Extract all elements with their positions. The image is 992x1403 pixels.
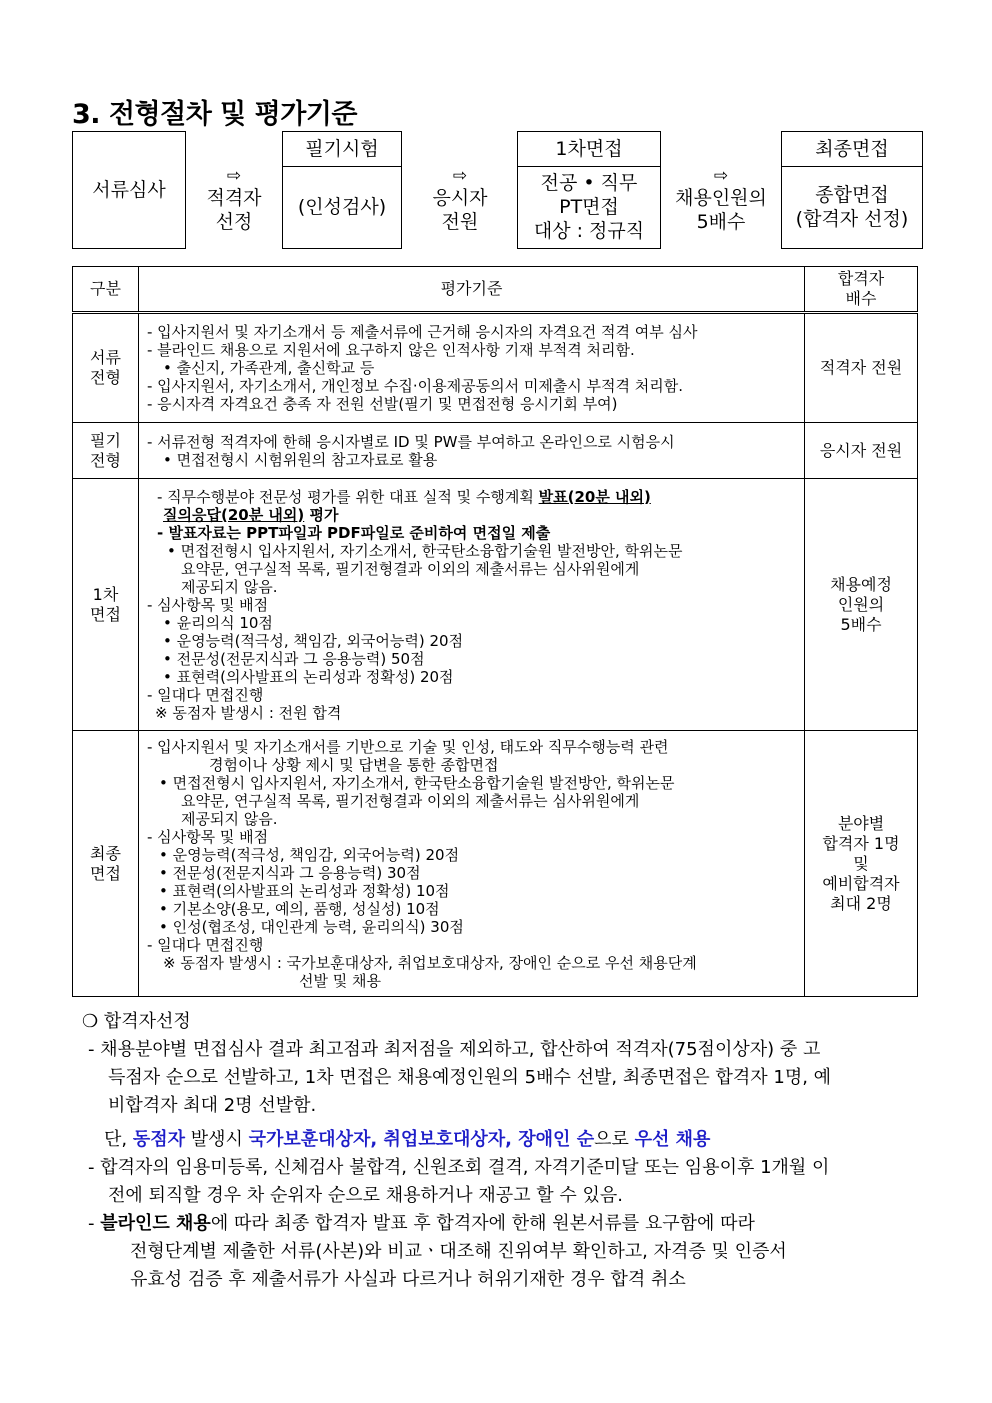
header-criteria: 평가기준 [139,267,805,313]
row-pass-ratio: 적격자 전원 [805,313,918,423]
flow-step-written-test-body: (인성검사) [282,166,402,250]
section-title: 3. 전형절차 및 평가기준 [72,99,357,130]
table-row-first-interview [73,479,918,731]
selection-heading: ❍ 합격자선정 [82,1011,191,1032]
flow-step-first-interview-header: 1차면접 [517,131,661,167]
selection-tie-rule: 단, 동점자 발생시 국가보훈대상자, 취업보호대상자, 장애인 순으로 우선 채용 [104,1129,711,1150]
row-category: 필기 전형 [73,423,139,479]
table-row-document [73,313,918,423]
right-arrow-icon: ⇨ [226,166,242,186]
row-pass-ratio: 분야별 합격자 1명 및 예비합격자 최대 2명 [805,731,918,997]
row-category: 서류 전형 [73,313,139,423]
table-row-final-interview [73,731,918,997]
flow-step-document-review [72,131,186,249]
flow-condition-3: ⇨ 채용인원의 5배수 [662,166,780,234]
table-header-row [73,267,918,313]
header-category: 구분 [73,267,139,313]
selection-section [82,1008,922,1294]
row-category: 최종 면접 [73,731,139,997]
row-pass-ratio: 채용예정 인원의 5배수 [805,479,918,731]
flow-step-label: 서류심사 [92,179,166,201]
row-criteria: - 직무수행분야 전문성 평가를 위한 대표 실적 및 수행계획 발표(20분 내외) 질의응답(20분 내외) 평가 - 발표자료는 PPT파일과 PDF파일로 준비하여 면접일 제출 • 면접전형시 입사지원서, 자기소개서, 한국탄소융합기술원 발전방안, 학위논문 요약문, 연구실적 목록, 필기전형결과 이외의 제출서류는 심사위원에게 제공되지 않음. - 심사항목 및 배점 • 윤리의식 10점 • 운영능력(적극성, 책임감, 외국어능력) 20점 • 전문성(전문지식과 그 응용능력) 50점 • 표현력(의사발표의 논리성과 정확성) 20점 - 일대다 면접진행 ※ 동점자 발생시 : 전원 합격 [139,479,805,731]
table-row-written [73,423,918,479]
row-criteria: - 서류전형 적격자에 한해 응시자별로 ID 및 PW를 부여하고 온라인으로 시험응시 • 면접전형시 시험위원의 참고자료로 활용 [139,423,805,479]
right-arrow-icon: ⇨ [452,166,468,186]
selection-paragraph-4: - 블라인드 채용에 따라 최종 합격자 발표 후 합격자에 한해 원본서류를 요구함에 따라 전형단계별 제출한 서류(사본)와 비교ㆍ대조해 진위여부 확인하고, 자격증 및 인증서 유효성 검증 후 제출서류가 사실과 다르거나 허위기재한 경우 합격 취소 [88,1213,787,1290]
flow-condition-1: ⇨ 적격자 선정 [186,166,282,234]
flow-step-final-interview-body: 종합면접 (합격자 선정) [781,166,923,250]
row-criteria: - 입사지원서 및 자기소개서 등 제출서류에 근거해 응시자의 자격요건 적격 여부 심사 - 블라인드 채용으로 지원서에 요구하지 않은 인적사항 기재 부적격 처리함. • 출신지, 가족관계, 출신학교 등 - 입사지원서, 자기소개서, 개인정보 수집·이용제공동의서 미제출시 부적격 처리함. - 응시자격 자격요건 충족 자 전원 선발(필기 및 면접전형 응시기회 부여) [139,313,805,423]
row-category: 1차 면접 [73,479,139,731]
row-criteria: - 입사지원서 및 자기소개서를 기반으로 기술 및 인성, 태도와 직무수행능력 관련 경험이나 상황 제시 및 답변을 통한 종합면접 • 면접전형시 입사지원서, 자기소개서, 한국탄소융합기술원 발전방안, 학위논문 요약문, 연구실적 목록, 필기전형결과 이외의 제출서류는 심사위원에게 제공되지 않음. - 심사항목 및 배점 • 운영능력(적극성, 책임감, 외국어능력) 20점 • 전문성(전문지식과 그 응용능력) 30점 • 표현력(의사발표의 논리성과 정확성) 10점 • 기본소양(용모, 예의, 품행, 성실성) 10점 • 인성(협조성, 대인관계 능력, 윤리의식) 30점 - 일대다 면접진행 ※ 동점자 발생시 : 국가보훈대상자, 취업보호대상자, 장애인 순으로 우선 채용단계 선발 및 채용 [139,731,805,997]
header-pass-ratio: 합격자 배수 [805,267,918,313]
selection-paragraph-1: - 채용분야별 면접심사 결과 최고점과 최저점을 제외하고, 합산하여 적격자(75점이상자) 중 고 득점자 순으로 선발하고, 1차 면접은 채용예정인원의 5배수 선발, 최종면접은 합격자 1명, 예 비합격자 최대 2명 선발함. [88,1039,832,1116]
flow-condition-2: ⇨ 응시자 전원 [404,166,516,234]
selection-paragraph-3: - 합격자의 임용미등록, 신체검사 불합격, 신원조회 결격, 자격기준미달 또는 임용이후 1개월 이 전에 퇴직할 경우 차 순위자 순으로 채용하거나 재공고 할 수 있음. [88,1157,830,1206]
flow-step-first-interview-body: 전공 • 직무 PT면접 대상 : 정규직 [517,166,661,250]
flow-step-final-interview-header: 최종면접 [781,131,923,167]
row-pass-ratio: 응시자 전원 [805,423,918,479]
flow-step-written-test-header: 필기시험 [282,131,402,167]
right-arrow-icon: ⇨ [713,166,729,186]
evaluation-table [72,266,918,997]
